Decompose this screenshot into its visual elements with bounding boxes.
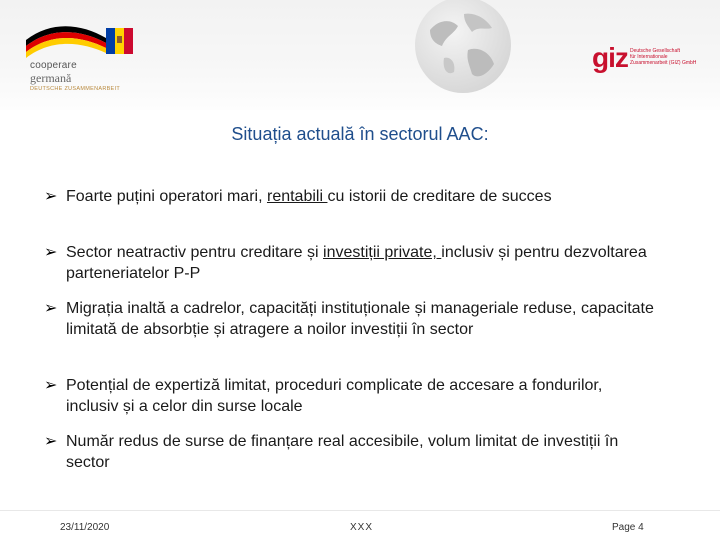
footer-page-number: Page 4 [612,522,644,533]
arrow-bullet-icon: ➢ [44,244,58,261]
logo-line-germana: germană [30,71,72,85]
footer-date: 23/11/2020 [60,522,110,533]
bullet-item [44,431,656,473]
footer-divider [0,510,720,511]
slide-footer [0,500,720,540]
bullet-item [44,375,656,417]
flag-ribbon-icon [22,18,142,63]
giz-tagline [630,48,710,66]
giz-tagline-line: für Internationale [630,54,668,60]
bullet-text: Foarte puțini operatori mari, [66,188,267,205]
footer-placeholder: XXX [350,522,374,533]
cooperare-germana-logo [22,18,142,93]
arrow-bullet-icon: ➢ [44,188,58,205]
arrow-bullet-icon: ➢ [44,300,58,317]
bullet-item [44,186,656,207]
slide-title: Situația actuală în sectorul AAC: [231,124,489,144]
bullet-item [44,242,656,284]
bullet-text-underlined: investiții private, [323,244,442,261]
bullet-text-underlined: rentabili [266,188,328,205]
bullet-text: cu istorii de creditare de succes [327,188,552,205]
logo-line-deutsche: DEUTSCHE ZUSAMMENARBEIT [30,86,121,92]
arrow-bullet-icon: ➢ [44,377,58,394]
logo-line-cooperare: cooperare [30,60,77,71]
globe-icon [408,0,518,100]
bullet-text: inclusiv și pentru dezvoltarea parteneriatelor P-P [66,244,647,282]
bullet-text: Sector neatractiv pentru creditare și [66,244,324,261]
giz-wordmark: giz [592,42,628,73]
arrow-bullet-icon: ➢ [44,433,58,450]
bullet-text: Migrația inaltă a cadrelor, capacități instituționale și manageriale reduse, capacitate limitată de absorbție și atragere a noilor investiții în sector [66,300,654,338]
bullet-item [44,298,656,340]
bullet-text: Potențial de expertiză limitat, proceduri complicate de accesare a fondurilor, inclusiv și a celor din surse locale [66,377,603,415]
giz-tagline-line: Deutsche Gesellschaft [630,48,681,54]
giz-tagline-line: Zusammenarbeit (GIZ) GmbH [630,60,697,66]
slide-header [0,0,720,110]
bullet-text: Număr redus de surse de finanțare real accesibile, volum limitat de investiții în sector [66,433,619,471]
